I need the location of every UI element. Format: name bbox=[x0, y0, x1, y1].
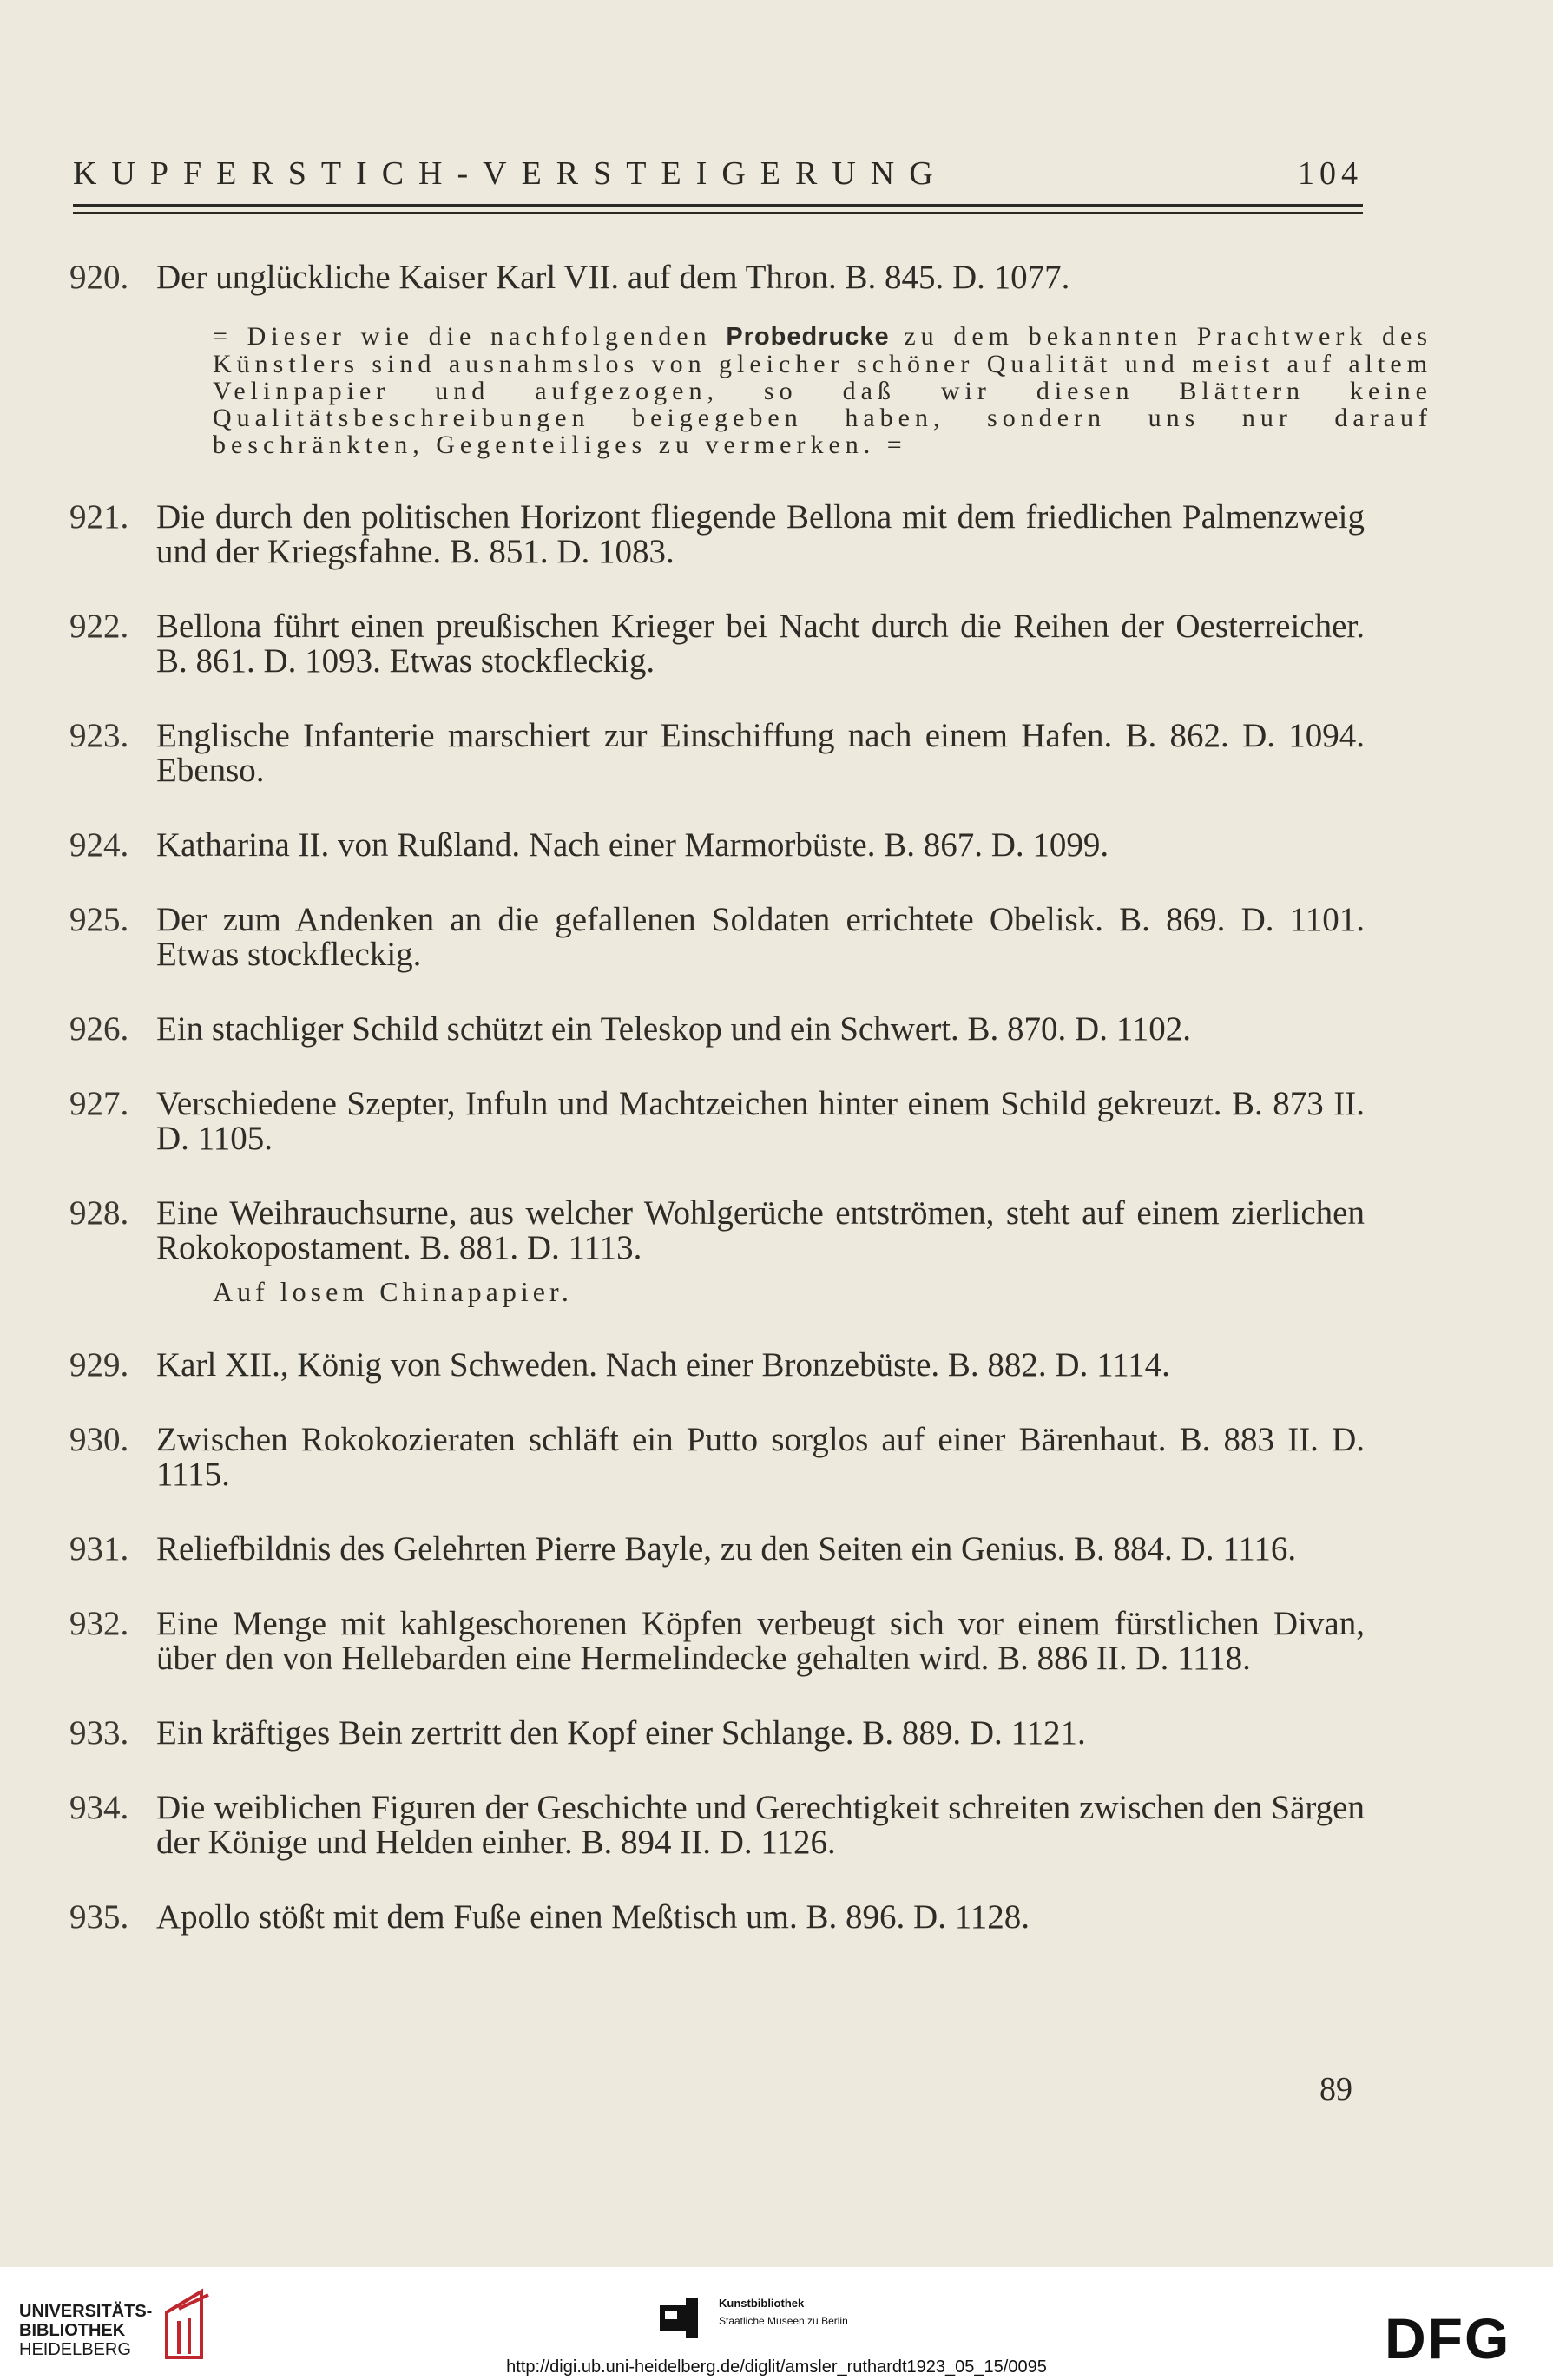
entry-text: Katharina II. von Rußland. Nach einer Marmorbüste. B. 867. D. 1099. bbox=[156, 826, 1109, 864]
catalogue-entries bbox=[69, 259, 1433, 1975]
entry-number: 923. bbox=[69, 717, 129, 754]
entry-number: 920. bbox=[69, 259, 129, 296]
header-rule-bottom bbox=[73, 212, 1363, 214]
entry-text: Eine Menge mit kahlgeschorenen Köpfen verbeugt sich vor einem fürstlichen Divan, über den von Hellebarden eine Hermelindecke gehalten wird. B. 886 II. D. 1118. bbox=[156, 1605, 1365, 1677]
catalogue-entry-935 bbox=[69, 1900, 1365, 1935]
entry-number: 931. bbox=[69, 1530, 129, 1568]
kb-name: Kunstbibliothek bbox=[719, 2297, 805, 2310]
entry-number: 925. bbox=[69, 901, 129, 938]
entry-text: Der zum Andenken an die gefallenen Soldaten errichtete Obelisk. B. 869. D. 1101. Etwas stockfleckig. bbox=[156, 901, 1365, 973]
chinapapier-note: Auf losem Chinapapier. bbox=[213, 1276, 573, 1307]
ub-line-3: HEIDELBERG bbox=[19, 2340, 131, 2359]
ub-line-2: BIBLIOTHEK bbox=[19, 2321, 126, 2340]
entry-text: Ein stachliger Schild schützt ein Teleskop und ein Schwert. B. 870. D. 1102. bbox=[156, 1010, 1191, 1048]
catalogue-entry-920 bbox=[69, 260, 1365, 295]
kb-subtitle: Staatliche Museen zu Berlin bbox=[719, 2315, 848, 2327]
header-rule-top bbox=[73, 204, 1363, 207]
page-number: 89 bbox=[1319, 2071, 1352, 2107]
ub-line-1: UNIVERSITÄTS- bbox=[19, 2302, 153, 2321]
note-text-start: = Dieser wie die nachfolgenden bbox=[213, 322, 712, 351]
catalogue-entry-929 bbox=[69, 1348, 1365, 1383]
running-head-title: KUPFERSTICH-VERSTEIGERUNG bbox=[73, 155, 948, 192]
entry-text: Zwischen Rokokozieraten schläft ein Putto sorglos auf einer Bärenhaut. B. 883 II. D. 1115. bbox=[156, 1421, 1365, 1493]
entry-text: Apollo stößt mit dem Fuße einen Meßtisch um. B. 896. D. 1128. bbox=[156, 1898, 1030, 1936]
source-url-link[interactable]: http://digi.ub.uni-heidelberg.de/diglit/amsler_ruthardt1923_05_15/0095 bbox=[506, 2357, 1047, 2377]
catalogue-entry-932 bbox=[69, 1607, 1365, 1676]
entry-text: Bellona führt einen preußischen Krieger bei Nacht durch die Reihen der Oesterreicher. B. 861. D. 1093. Etwas stockfleckig. bbox=[156, 608, 1365, 680]
entry-text: Verschiedene Szepter, Infuln und Machtzeichen hinter einem Schild gekreuzt. B. 873 II. D. 1105. bbox=[156, 1085, 1365, 1157]
entry-text: Englische Infanterie marschiert zur Einschiffung nach einem Hafen. B. 862. D. 1094. Ebenso. bbox=[156, 717, 1365, 789]
entry-number: 929. bbox=[69, 1346, 129, 1384]
catalogue-entry-931 bbox=[69, 1532, 1365, 1567]
kunstbibliothek-logo-icon bbox=[660, 2298, 708, 2338]
dfg-logo[interactable]: DFG bbox=[1385, 2306, 1511, 2370]
entry-number: 927. bbox=[69, 1085, 129, 1122]
digitization-footer bbox=[0, 2267, 1553, 2380]
entry-text: Die weiblichen Figuren der Geschichte und Gerechtigkeit schreiten zwischen den Särgen der Könige und Helden einher. B. 894 II. D. 1126. bbox=[156, 1789, 1365, 1861]
entry-text: Reliefbildnis des Gelehrten Pierre Bayle, zu den Seiten ein Genius. B. 884. D. 1116. bbox=[156, 1530, 1297, 1568]
kunstbibliothek-wordmark[interactable] bbox=[719, 2295, 848, 2330]
entry-text: Ein kräftiges Bein zertritt den Kopf einer Schlange. B. 889. D. 1121. bbox=[156, 1714, 1086, 1752]
entry-number: 926. bbox=[69, 1010, 129, 1048]
catalogue-entry-933 bbox=[69, 1716, 1365, 1751]
entry-number: 922. bbox=[69, 608, 129, 645]
entry-number: 928. bbox=[69, 1194, 129, 1232]
entry-number: 930. bbox=[69, 1421, 129, 1458]
entry-number: 935. bbox=[69, 1898, 129, 1936]
catalogue-entry-934 bbox=[69, 1791, 1365, 1860]
ub-heidelberg-logo-icon bbox=[158, 2286, 219, 2363]
catalogue-entry-927 bbox=[69, 1087, 1365, 1156]
catalogue-entry-925 bbox=[69, 903, 1365, 972]
ub-heidelberg-wordmark[interactable] bbox=[19, 2302, 152, 2359]
probedrucke-note bbox=[213, 323, 1432, 458]
catalogue-entry-921 bbox=[69, 500, 1365, 569]
entry-number: 924. bbox=[69, 826, 129, 864]
catalogue-entry-924 bbox=[69, 828, 1365, 863]
catalogue-entry-926 bbox=[69, 1012, 1365, 1047]
running-head bbox=[73, 155, 1363, 193]
entry-number: 932. bbox=[69, 1605, 129, 1642]
note-text-end: zu dem bekannten Prachtwerk des Künstlers sind ausnahmslos von gleicher schöner Qualität und meist auf altem Velinpapier und aufgezogen, so daß wir diesen Blättern keine Qualitätsbeschreibungen beigegeben haben, sondern uns nur darauf beschränkten, Gegenteiliges zu vermerken. = bbox=[213, 322, 1433, 459]
entry-text: Der unglückliche Kaiser Karl VII. auf dem Thron. B. 845. D. 1077. bbox=[156, 259, 1070, 296]
entry-text: Karl XII., König von Schweden. Nach einer Bronzebüste. B. 882. D. 1114. bbox=[156, 1346, 1170, 1384]
entry-text: Eine Weihrauchsurne, aus welcher Wohlgerüche entströmen, steht auf einem zierlichen Rokokopostament. B. 881. D. 1113. bbox=[156, 1194, 1365, 1266]
catalogue-entry-928 bbox=[69, 1196, 1365, 1266]
entry-number: 921. bbox=[69, 498, 129, 536]
running-head-number: 104 bbox=[1298, 155, 1363, 192]
catalogue-entry-922 bbox=[69, 609, 1365, 679]
catalogue-entry-930 bbox=[69, 1423, 1365, 1492]
note-bold-term: Probedrucke bbox=[726, 323, 890, 351]
entry-text: Die durch den politischen Horizont fliegende Bellona mit dem friedlichen Palmenzweig und der Kriegsfahne. B. 851. D. 1083. bbox=[156, 498, 1365, 570]
catalogue-entry-923 bbox=[69, 719, 1365, 788]
entry-number: 933. bbox=[69, 1714, 129, 1752]
entry-number: 934. bbox=[69, 1789, 129, 1826]
